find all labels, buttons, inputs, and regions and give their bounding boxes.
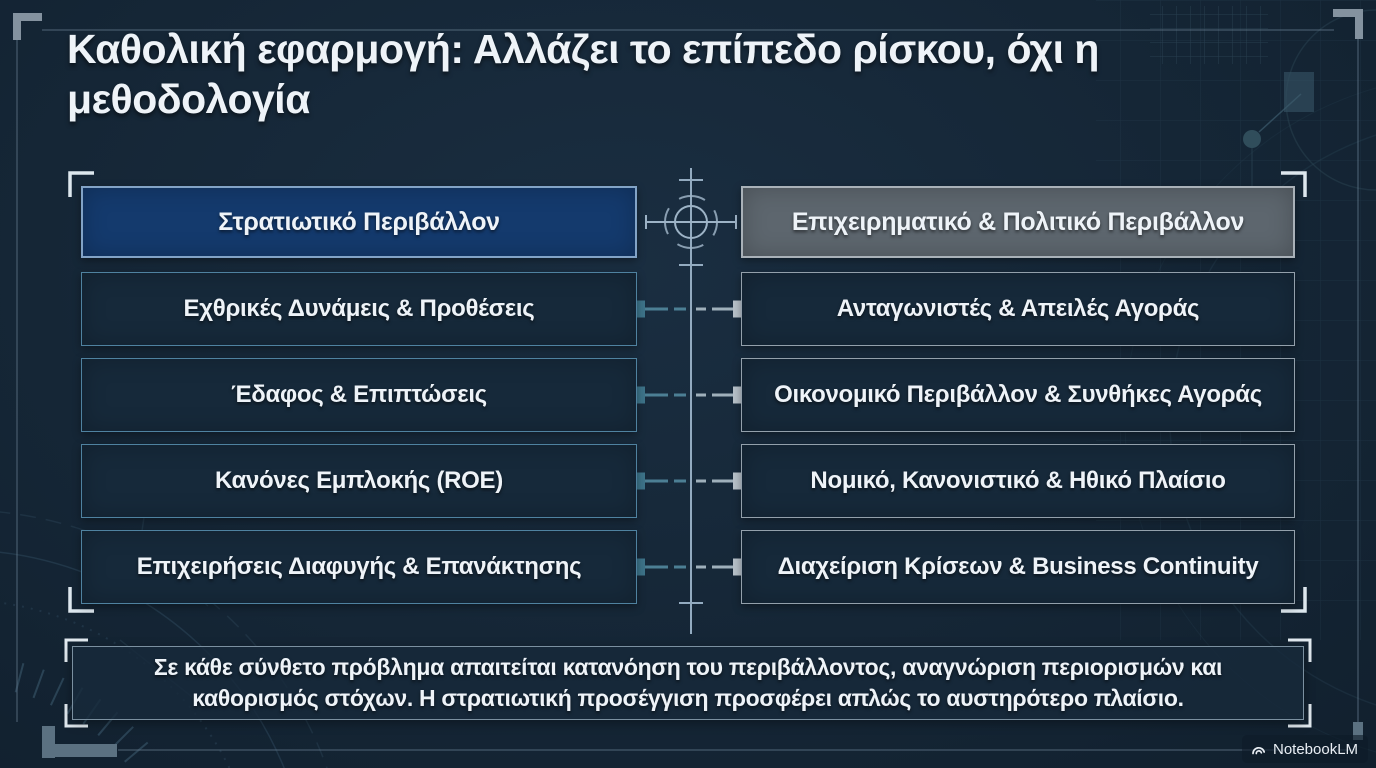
left-item-box xyxy=(81,444,637,518)
center-connectors xyxy=(628,168,750,634)
column-military xyxy=(81,186,637,616)
left-item-label: Εχθρικές Δυνάμεις & Προθέσεις xyxy=(183,295,535,322)
right-column-header-label: Επιχειρηματικό & Πολιτικό Περιβάλλον xyxy=(791,207,1245,236)
left-column-header-label: Στρατιωτικό Περιβάλλον xyxy=(218,207,500,236)
left-item-label: Επιχειρήσεις Διαφυγής & Επανάκτησης xyxy=(136,553,582,580)
right-item-label: Ανταγωνιστές & Απειλές Αγοράς xyxy=(836,295,1200,322)
right-item-box xyxy=(741,530,1295,604)
slide-title: Καθολική εφαρμογή: Αλλάζει το επίπεδο ρίσκου, όχι η μεθοδολογία xyxy=(67,26,1099,123)
right-item-box xyxy=(741,272,1295,346)
notebooklm-badge xyxy=(1242,735,1368,763)
connector-row xyxy=(628,559,750,576)
frame-corner-top-right xyxy=(1333,13,1359,39)
row-connectors xyxy=(628,301,750,576)
footnote-box xyxy=(72,646,1304,720)
left-column-header xyxy=(81,186,637,258)
column-business xyxy=(741,186,1295,616)
left-item-box xyxy=(81,272,637,346)
frame-corner-top-left xyxy=(17,17,42,40)
right-item-label: Νομικό, Κανονιστικό & Ηθικό Πλαίσιο xyxy=(810,467,1226,494)
connector-row xyxy=(628,301,750,318)
right-item-label: Οικονομικό Περιβάλλον & Συνθήκες Αγοράς xyxy=(774,381,1262,408)
crosshair-icon xyxy=(646,196,736,248)
notebooklm-logo-icon xyxy=(1250,741,1267,758)
left-item-box xyxy=(81,358,637,432)
left-item-box xyxy=(81,530,637,604)
right-column-header xyxy=(741,186,1295,258)
footnote-text: Σε κάθε σύνθετο πρόβλημα απαιτείται κατανόηση του περιβάλλοντος, αναγνώριση περιορισμών και καθορισμός στόχων. Η στρατιωτική προσέγγιση προσφέρει απλώς το αυστηρότερο πλαίσιο. xyxy=(153,654,1223,711)
right-item-box xyxy=(741,444,1295,518)
left-item-label: Έδαφος & Επιπτώσεις xyxy=(231,381,487,408)
right-item-label: Διαχείριση Κρίσεων & Business Continuity xyxy=(777,553,1259,580)
left-item-label: Κανόνες Εμπλοκής (ROE) xyxy=(215,467,503,494)
frame-corner-bottom-left xyxy=(42,726,117,758)
notebooklm-label: NotebookLM xyxy=(1273,740,1359,758)
connector-row xyxy=(628,387,750,404)
connector-row xyxy=(628,473,750,490)
right-item-box xyxy=(741,358,1295,432)
